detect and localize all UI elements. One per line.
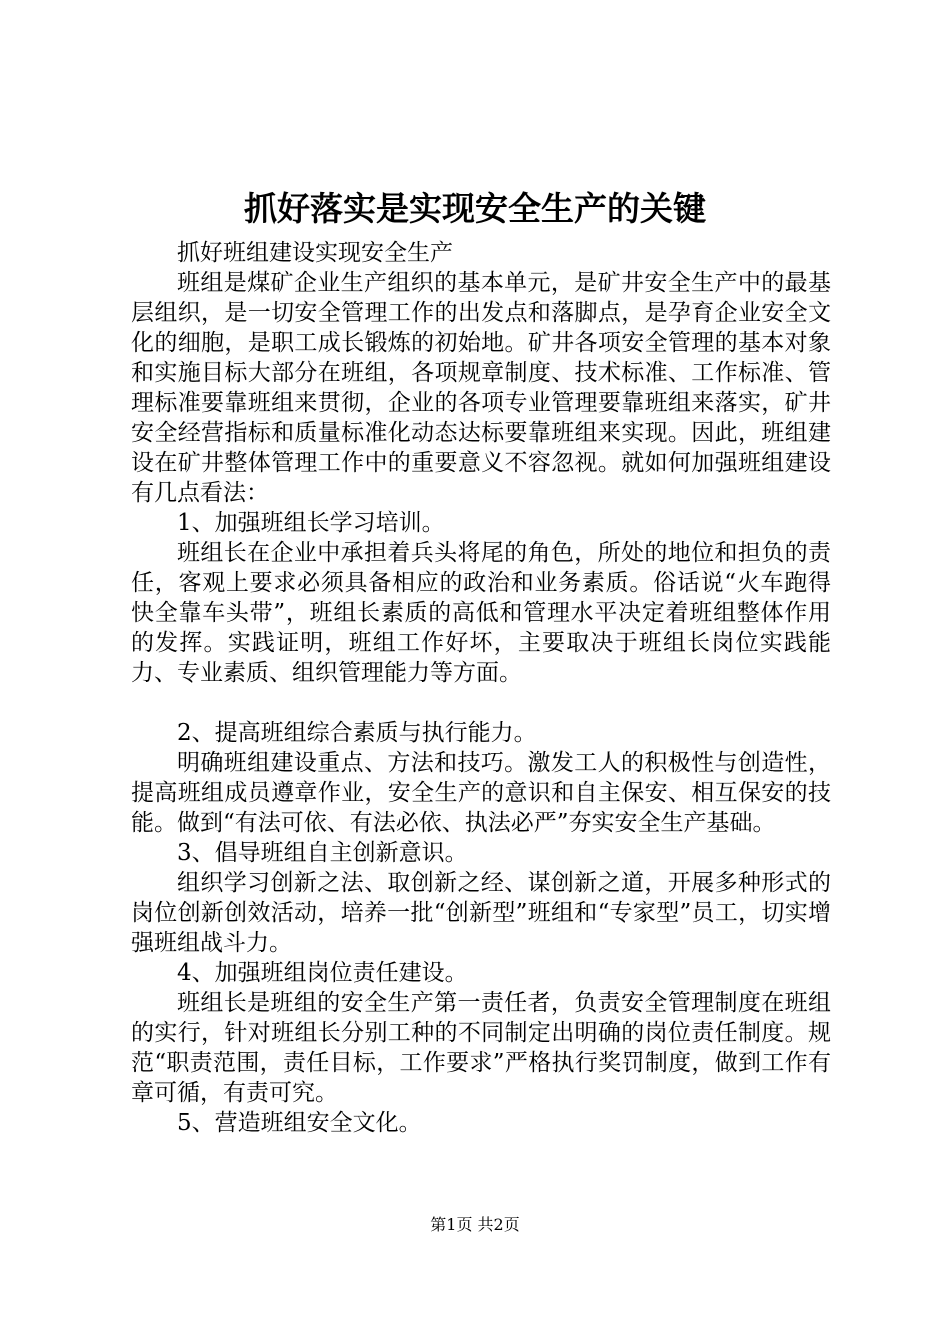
paragraph-heading-4: 4、加强班组岗位责任建设。 <box>177 960 468 986</box>
paragraph-intro: 班组是煤矿企业生产组织的基本单元，是矿井安全生产中的最基层组织，是一切安全管理工作的出发点和落脚点，是孕育企业安全文化的细胞，是职工成长锻炼的初始地。矿井各项安全管理的基本对象和实施目标大部分在班组，各项规章制度、技术标准、工作标准、管理标准要靠班组来贯彻，企业的各项专业管理要靠班组来落实，矿井安全经营指标和质量标准化动态达标要靠班组来实现。因此，班组建设在矿井整体管理工作中的重要意义不容忽视。就如何加强班组建设有几点看法： <box>131 270 831 506</box>
paragraph-heading-5: 5、营造班组安全文化。 <box>177 1110 422 1136</box>
paragraph-body-2: 明确班组建设重点、方法和技巧。激发工人的积极性与创造性，提高班组成员遵章作业，安全生产的意识和自主保安、相互保安的技能。做到“有法可依、有法必依、执法必严”夯实安全生产基础。 <box>131 750 831 836</box>
page-footer: 第1页 共2页 <box>430 1215 520 1234</box>
paragraph-subtitle: 抓好班组建设实现安全生产 <box>177 240 453 266</box>
paragraph-body-3: 组织学习创新之法、取创新之经、谋创新之道，开展多种形式的岗位创新创效活动，培养一批“创新型”班组和“专家型”员工，切实增强班组战斗力。 <box>131 870 831 956</box>
paragraph-body-1: 班组长在企业中承担着兵头将尾的角色，所处的地位和担负的责任，客观上要求必须具备相应的政治和业务素质。俗话说“火车跑得快全靠车头带”，班组长素质的高低和管理水平决定着班组整体作用的发挥。实践证明，班组工作好坏，主要取决于班组长岗位实践能力、专业素质、组织管理能力等方面。 <box>131 540 831 686</box>
paragraph-heading-1: 1、加强班组长学习培训。 <box>177 510 445 536</box>
document-body <box>131 238 831 1138</box>
paragraph-body-4: 班组长是班组的安全生产第一责任者，负责安全管理制度在班组的实行，针对班组长分别工种的不同制定出明确的岗位责任制度。规范“职责范围，责任目标，工作要求”严格执行奖罚制度，做到工作有章可循，有责可究。 <box>131 990 831 1106</box>
paragraph-heading-3: 3、倡导班组自主创新意识。 <box>177 840 468 866</box>
paragraph-heading-2: 2、提高班组综合素质与执行能力。 <box>177 720 537 746</box>
document-title: 抓好落实是实现安全生产的关键 <box>244 189 706 228</box>
